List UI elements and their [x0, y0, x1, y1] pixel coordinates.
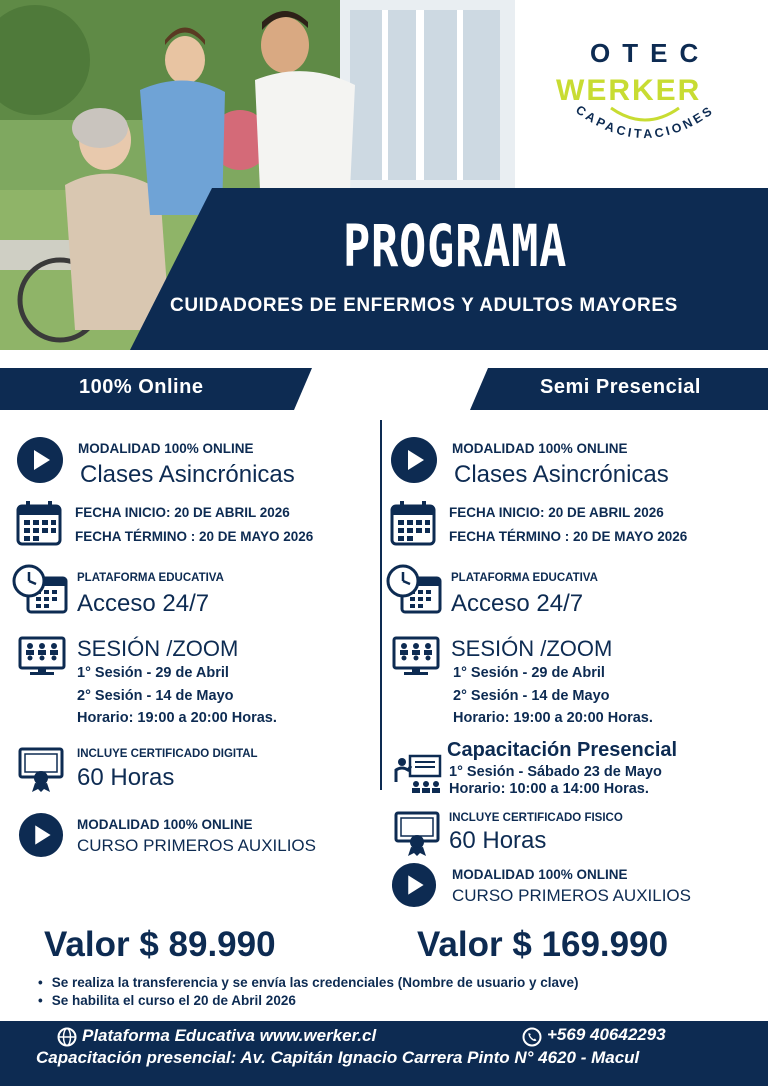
online-modalidad-value: Clases Asincrónicas — [80, 461, 295, 488]
semi-fecha-inicio: FECHA INICIO: 20 DE ABRIL 2026 — [449, 505, 664, 520]
logo-arc-text — [555, 84, 735, 154]
calendar-icon — [16, 500, 62, 546]
play-icon-auxilios — [18, 812, 64, 858]
semi-price: Valor $ 169.990 — [417, 925, 669, 964]
semi-sesion-title: SESIÓN /ZOOM — [451, 636, 613, 661]
footer-platform-link[interactable]: Plataforma Educativa www.werker.cl — [82, 1026, 377, 1045]
semi-modalidad-label: MODALIDAD 100% ONLINE — [452, 441, 628, 456]
globe-icon — [57, 1027, 77, 1047]
semi-plataforma-value: Acceso 24/7 — [451, 590, 584, 617]
play-icon-auxilios — [391, 862, 437, 908]
semi-cert-value: 60 Horas — [449, 827, 547, 854]
online-sesion-1: 1° Sesión - 29 de Abril — [77, 665, 229, 681]
online-price: Valor $ 89.990 — [44, 925, 276, 964]
video-conference-icon — [392, 636, 440, 676]
online-extra-value: CURSO PRIMEROS AUXILIOS — [77, 836, 316, 855]
play-icon — [390, 436, 438, 484]
online-sesion-2: 2° Sesión - 14 de Mayo — [77, 688, 234, 704]
play-icon — [16, 436, 64, 484]
online-plataforma-value: Acceso 24/7 — [77, 590, 210, 617]
semi-cert-label: INCLUYE CERTIFICADO FISICO — [449, 812, 623, 824]
clock-calendar-icon — [12, 564, 68, 616]
online-plataforma-label: PLATAFORMA EDUCATIVA — [77, 572, 224, 584]
payment-notes — [38, 974, 579, 1010]
online-sesion-title: SESIÓN /ZOOM — [77, 636, 239, 661]
presentation-icon — [394, 754, 442, 796]
online-modalidad-label: MODALIDAD 100% ONLINE — [78, 441, 254, 456]
otec-werker-logo — [515, 0, 768, 190]
semi-presencial-horario: Horario: 10:00 a 14:00 Horas. — [449, 781, 649, 797]
video-conference-icon — [18, 636, 66, 676]
semi-header-label: Semi Presencial — [540, 376, 701, 398]
semi-sesion-1: 1° Sesión - 29 de Abril — [453, 665, 605, 681]
column-divider — [380, 420, 382, 790]
certificate-icon — [18, 747, 64, 793]
semi-plataforma-label: PLATAFORMA EDUCATIVA — [451, 572, 598, 584]
online-extra-label: MODALIDAD 100% ONLINE — [77, 817, 253, 832]
calendar-icon — [390, 500, 436, 546]
note-enable-date: • Se habilita el curso el 20 de Abril 2026 — [38, 992, 579, 1010]
whatsapp-phone-icon — [522, 1027, 542, 1047]
clock-calendar-icon — [386, 564, 442, 616]
program-subtitle: CUIDADORES DE ENFERMOS Y ADULTOS MAYORES — [170, 295, 678, 316]
note-transfer: • Se realiza la transferencia y se envía las credenciales (Nombre de usuario y clave) — [38, 974, 579, 992]
online-fecha-inicio: FECHA INICIO: 20 DE ABRIL 2026 — [75, 505, 290, 520]
online-column-header — [0, 368, 312, 410]
semi-fecha-termino: FECHA TÉRMINO : 20 DE MAYO 2026 — [449, 529, 688, 544]
logo-werker-text: WERKER — [556, 74, 702, 107]
logo-otec-text: OTEC — [590, 38, 711, 68]
online-header-label: 100% Online — [79, 376, 204, 398]
footer-address: Capacitación presencial: Av. Capitán Ignacio Carrera Pinto N° 4620 - Macul — [36, 1048, 640, 1067]
footer-bar — [0, 1021, 768, 1086]
semi-presencial-sesion: 1° Sesión - Sábado 23 de Mayo — [449, 764, 662, 780]
online-fecha-termino: FECHA TÉRMINO : 20 DE MAYO 2026 — [75, 529, 314, 544]
online-horario: Horario: 19:00 a 20:00 Horas. — [77, 710, 277, 726]
footer-phone[interactable]: +569 40642293 — [547, 1025, 666, 1044]
semi-modalidad-value: Clases Asincrónicas — [454, 461, 669, 488]
semi-extra-value: CURSO PRIMEROS AUXILIOS — [452, 886, 691, 905]
svg-text:CAPACITACIONES: CAPACITACIONES — [573, 102, 717, 142]
semi-extra-label: MODALIDAD 100% ONLINE — [452, 867, 628, 882]
semi-horario: Horario: 19:00 a 20:00 Horas. — [453, 710, 653, 726]
semi-presencial-title: Capacitación Presencial — [447, 739, 678, 761]
online-cert-label: INCLUYE CERTIFICADO DIGITAL — [77, 748, 258, 760]
certificate-icon — [394, 811, 440, 857]
program-title: PROGRAMA — [343, 212, 568, 280]
online-cert-value: 60 Horas — [77, 764, 175, 791]
semi-sesion-2: 2° Sesión - 14 de Mayo — [453, 688, 610, 704]
semi-column-header — [470, 368, 768, 410]
